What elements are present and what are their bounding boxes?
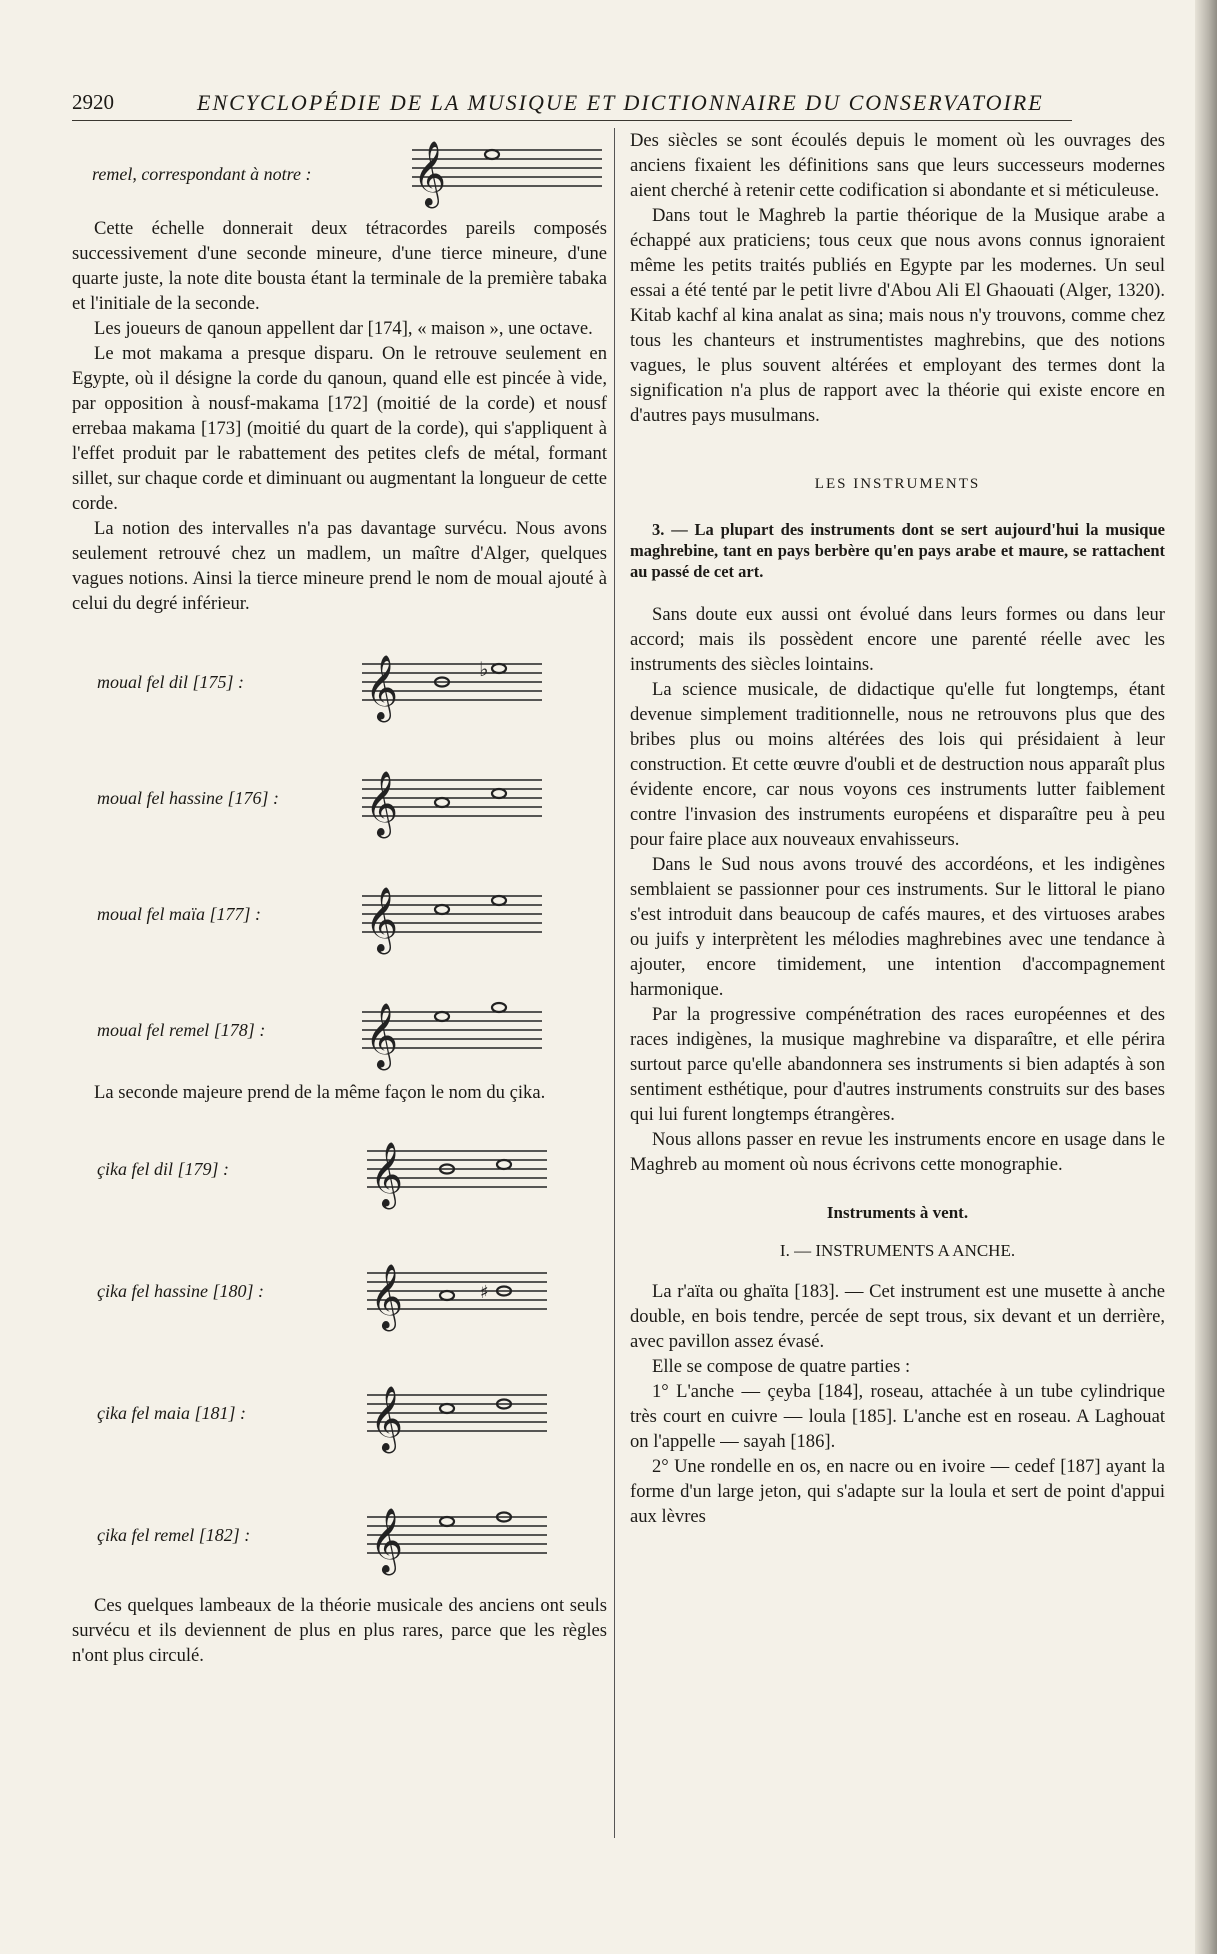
paragraph: Elle se compose de quatre parties :: [652, 1356, 911, 1377]
svg-text:𝄞: 𝄞: [370, 1386, 404, 1451]
page-number: 2920: [72, 90, 114, 114]
example-label: çika fel remel [182] :: [97, 1525, 251, 1545]
paragraph: La seconde majeure prend de la même façon le nom du çika.: [94, 1082, 546, 1103]
running-title: ENCYCLOPÉDIE DE LA MUSIQUE ET DICTIONNAIRE DU CONSERVATOIRE: [197, 90, 1044, 115]
music-example-175: [72, 644, 607, 732]
paragraph: Dans le Sud nous avons trouvé des accordéons, et les indigènes semblaient se passionner pour ces instruments. Sur le littoral le piano s'est introduit dans beaucoup de cafés maures, et des virtuoses arabes ou juifs y interprètent les mélodies maghrebines avec une tendance à ajouter, encore timidement, une intention d'accompagnement harmonique.: [630, 854, 1165, 1000]
staff-notation: [357, 876, 547, 964]
paragraph: Par la progressive compénétration des races européennes et des races indigènes, la musique maghrebine va disparaître, et elle périra surtout parce qu'elle abandonnera ses instruments si bien adaptés à son sentiment esthétique, pour d'autres instruments construits sur des bases qui lui furent longtemps étrangères.: [630, 1004, 1165, 1125]
svg-text:𝄞: 𝄞: [365, 771, 399, 836]
staff-notation: [357, 644, 547, 732]
music-example-176: [72, 760, 607, 848]
staff-notation: [362, 1131, 552, 1219]
paragraph: Cette échelle donnerait deux tétracordes pareils composés successivement d'une seconde mineure, d'une tierce mineure, d'une quarte juste, la note dite bousta étant la terminale de la première tabaka et l'initiale de la seconde.: [72, 218, 607, 314]
paragraph: Dans tout le Maghreb la partie théorique de la Musique arabe a échappé aux praticiens; tous ceux que nous avons connus ignoraient même les petits traités publiés en Egypte par les modernes. Un seul essai a été tenté par le petit livre d'Abou Ali El Ghaouati (Alger, 1320). Kitab kachf al kina analat as sina; mais nous n'y trouvons, comme chez tous les chanteurs et instrumentistes maghrebins, que des notions vagues, le plus souvent altérées et employant des termes dont la signification n'a plus de rapport avec la théorie qui existe encore en d'autres pays musulmans.: [630, 205, 1165, 426]
page-edge: [1195, 0, 1217, 1954]
example-label: moual fel hassine [176] :: [97, 788, 279, 808]
section-heading: LES INSTRUMENTS: [814, 476, 981, 492]
staff-notation: [362, 1253, 552, 1341]
music-example-178: [72, 992, 607, 1080]
svg-text:𝄞: 𝄞: [365, 887, 399, 952]
svg-text:𝄞: 𝄞: [370, 1142, 404, 1207]
svg-text:♭: ♭: [479, 657, 489, 681]
column-divider: [614, 128, 615, 1838]
paragraph: Ces quelques lambeaux de la théorie musicale des anciens ont seuls survécu et ils deviennent de plus en plus rares, parce que les règles n'ont plus circulé.: [72, 1595, 607, 1666]
lead-paragraph: 3. — La plupart des instruments dont se sert aujourd'hui la musique maghrebine, tant en pays berbère qu'en pays arabe et maure, se rattachent au passé de cet art.: [630, 520, 1165, 581]
music-example-180: [72, 1253, 607, 1341]
left-column: [72, 128, 607, 1668]
subsection-subheading: I. — INSTRUMENTS A ANCHE.: [779, 1241, 1016, 1260]
music-example-remel: [72, 128, 607, 216]
music-example-179: [72, 1131, 607, 1219]
svg-text:𝄞: 𝄞: [365, 655, 399, 720]
paragraph: La notion des intervalles n'a pas davantage survécu. Nous avons seulement retrouvé chez un madlem, un maître d'Alger, quelques vagues notions. Ainsi la tierce mineure prend le nom de moual ajouté à celui du degré inférieur.: [72, 518, 607, 614]
music-example-182: [72, 1497, 607, 1585]
staff-notation: [362, 1497, 552, 1585]
right-column: [630, 128, 1165, 1529]
paragraph: Des siècles se sont écoulés depuis le moment où les ouvrages des anciens fixaient les définitions sans que leurs successeurs modernes aient cherché à retenir cette codification si abondante et si méticuleuse.: [630, 130, 1165, 201]
svg-text:♯: ♯: [480, 1282, 489, 1303]
music-example-181: [72, 1375, 607, 1463]
svg-text:𝄞: 𝄞: [365, 1003, 399, 1068]
music-example-177: [72, 876, 607, 964]
paragraph: La science musicale, de didactique qu'elle fut longtemps, étant devenue simplement traditionnelle, nous ne retrouvons plus que des bribes plus ou moins altérées des lois qui présidaient à leur construction. Et cette œuvre d'oubli et de destruction nous apparaît plus évidente encore, car nous voyons ces instruments lutter faiblement contre l'invasion des instruments européens et disparaître peu à peu pour faire place aux nouveaux envahisseurs.: [630, 679, 1165, 850]
running-header: [72, 88, 1072, 121]
example-label: remel, correspondant à notre :: [92, 164, 312, 184]
svg-text:𝄞: 𝄞: [370, 1264, 404, 1329]
staff-notation: [362, 1375, 552, 1463]
paragraph: 2° Une rondelle en os, en nacre ou en ivoire — cedef [187] ayant la forme d'un large jeton, qui s'adapte sur la loula et sert de point d'appui aux lèvres: [630, 1456, 1165, 1527]
example-label: çika fel hassine [180] :: [97, 1281, 264, 1301]
svg-text:𝄞: 𝄞: [413, 141, 447, 206]
paragraph: 1° L'anche — çeyba [184], roseau, attachée à un tube cylindrique très court en cuivre — loula [185]. L'anche est en roseau. A Laghouat on l'appelle — sayah [186].: [630, 1381, 1165, 1452]
svg-text:𝄞: 𝄞: [370, 1508, 404, 1573]
example-label: çika fel dil [179] :: [97, 1159, 229, 1179]
subsection-heading: Instruments à vent.: [826, 1203, 969, 1222]
staff-notation: [357, 992, 547, 1080]
paragraph: Le mot makama a presque disparu. On le retrouve seulement en Egypte, où il désigne la corde du qanoun, quand elle est pincée à vide, par opposition à nousf-makama [172] (moitié de la corde) et nousf errebaa makama [173] (moitié du quart de la corde), qui s'appliquent à l'effet produit par le rabattement des petites clefs de métal, formant sillet, sur chaque corde et diminuant ou augmentant la longueur de cette corde.: [72, 343, 607, 514]
example-label: moual fel dil [175] :: [97, 672, 244, 692]
staff-notation: [407, 132, 607, 212]
paragraph: Nous allons passer en revue les instruments encore en usage dans le Maghreb au moment où nous écrivons cette monographie.: [630, 1129, 1165, 1175]
example-label: çika fel maia [181] :: [97, 1403, 246, 1423]
paragraph: Les joueurs de qanoun appellent dar [174], « maison », une octave.: [94, 318, 593, 339]
paragraph: La r'aïta ou ghaïta [183]. — Cet instrument est une musette à anche double, en bois tendre, percée de sept trous, six devant et un derrière, avec pavillon assez évasé.: [630, 1281, 1165, 1352]
paragraph: Sans doute eux aussi ont évolué dans leurs formes ou dans leur accord; mais ils possèdent encore une parenté réelle avec les instruments des siècles lointains.: [630, 604, 1165, 675]
example-label: moual fel remel [178] :: [97, 1020, 266, 1040]
staff-notation: [357, 760, 547, 848]
example-label: moual fel maïa [177] :: [97, 904, 261, 924]
